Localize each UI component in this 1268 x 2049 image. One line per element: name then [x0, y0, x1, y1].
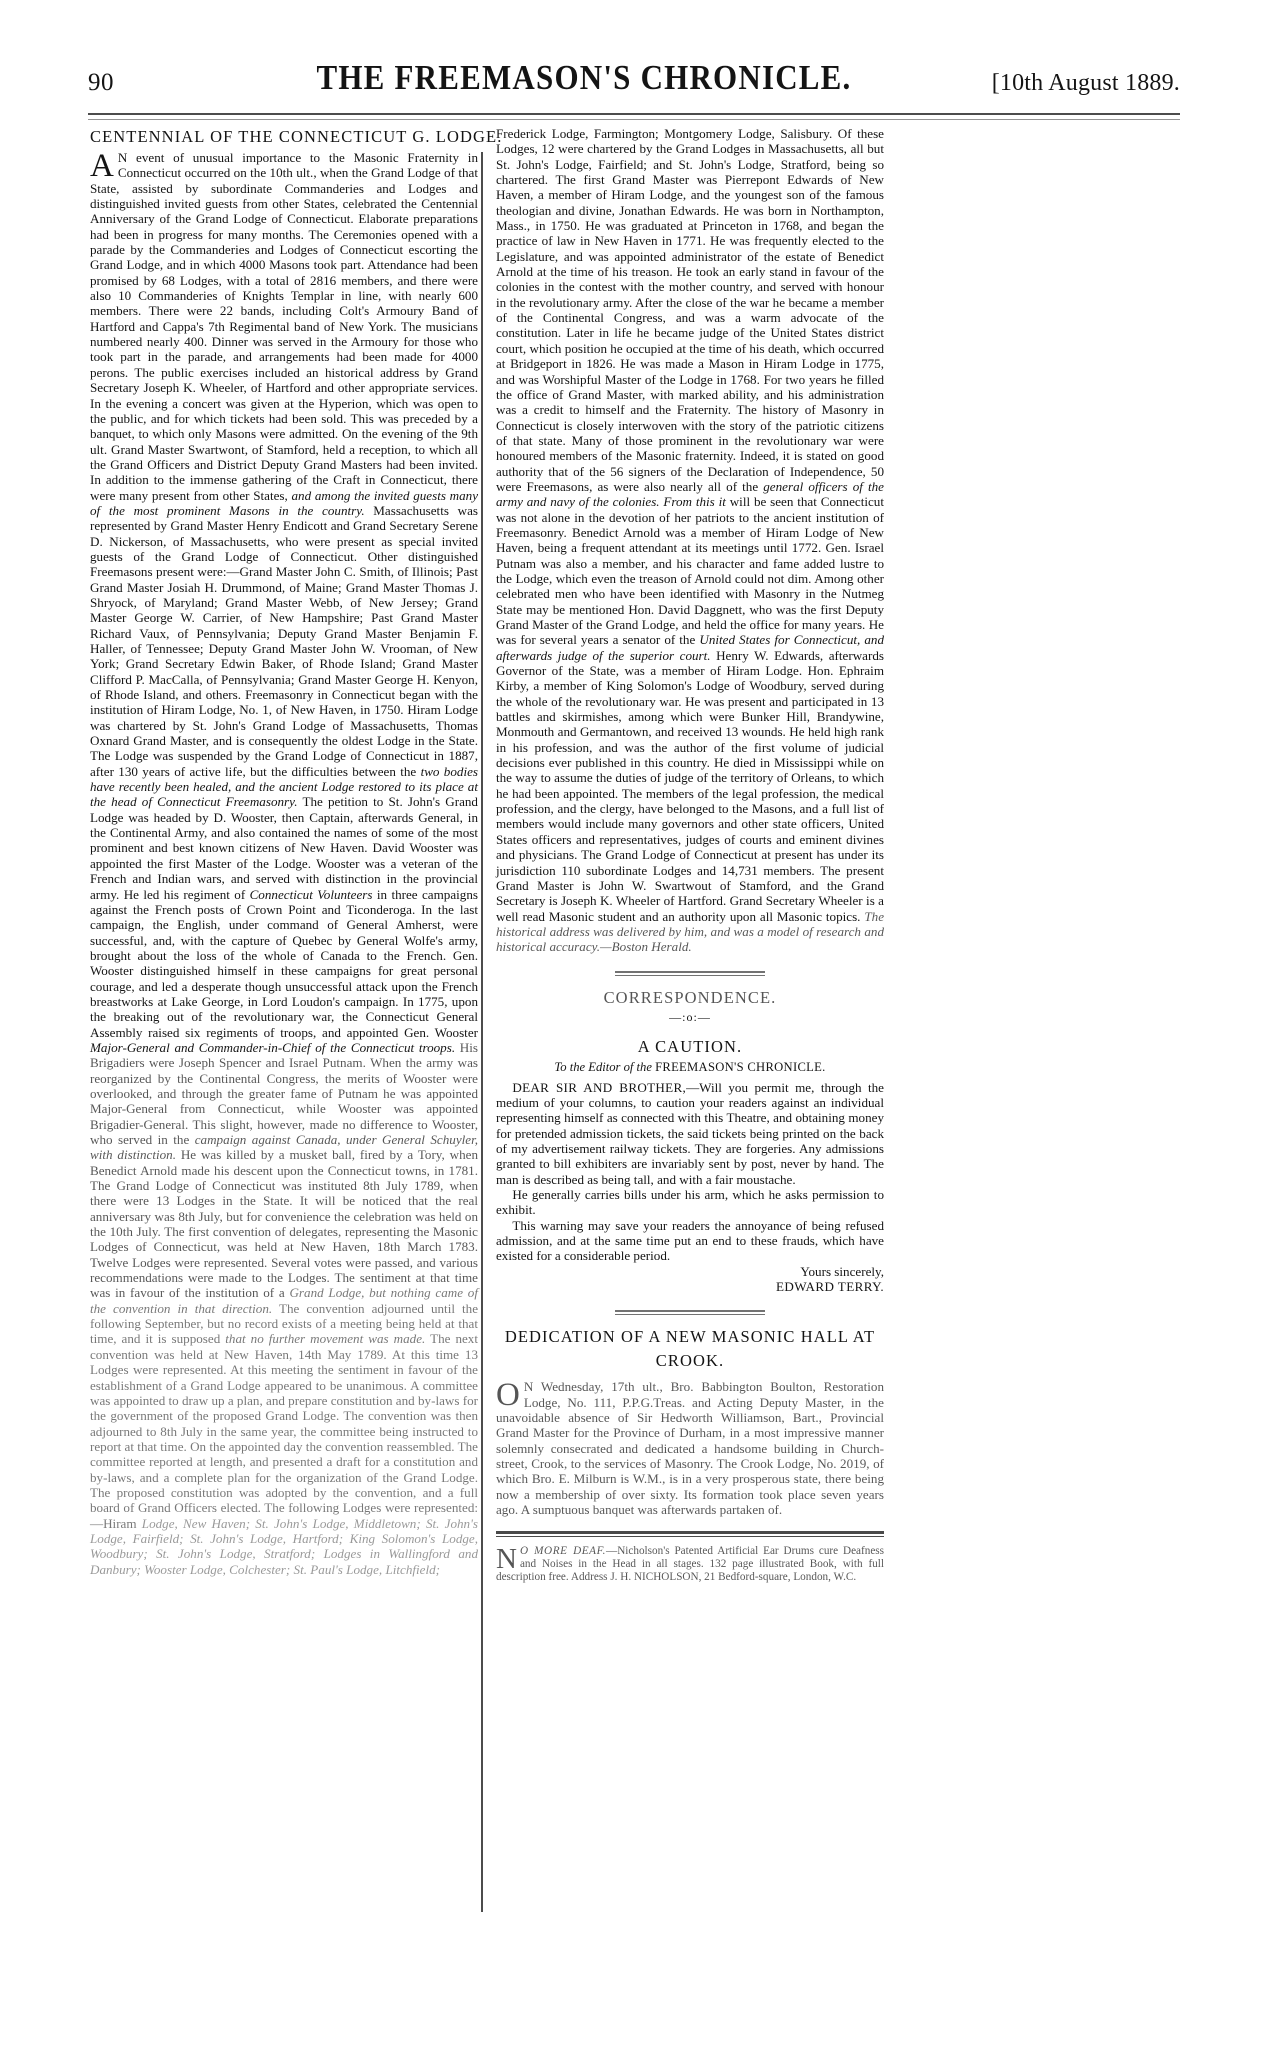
centennial-italic-6: Grand Lodge, but nothing came of the convention in that direction.	[90, 1285, 478, 1316]
advertisement-separator-rule	[496, 1531, 884, 1537]
correspondence-heading: CORRESPONDENCE.	[603, 987, 777, 1007]
centennial-text-3: The petition to St. John's Grand Lodge was headed by D. Wooster, then Captain, afterwards General, in the Continental Army, and also contained the names of some of the most prominent and best known citizens of New Haven. David Wooster was appointed the first Master of the Lodge. Wooster was a veteran of the French and Indian wars, and served with distinction in the provincial army. He led his regiment of	[90, 794, 478, 902]
centennial-text-8: The next convention was held at New Haven, 14th May 1789. At this time 13 Lodges were represented. At this meeting the sentiment in favour of the establishment of a Grand Lodge appeared to be unanimous. A committee was appointed to draw up a plan, and prepare constitution and by-laws for the government of the proposed Grand Lodge. The convention was then adjourned to 8th July in the same year, the committee being instructed to report at that time. On the appointed day the convention reassembled. The committee reported at length, and presented a draft for a constitution and by-laws, and a complete plan for the organization of the Grand Lodge. The proposed constitution was adopted by the convention, and a full board of Grand Officers elected. The following Lodges were represented:—Hiram	[90, 1331, 478, 1531]
dropcap-o: O	[496, 1377, 520, 1414]
dedication-body	[496, 1379, 884, 1517]
continued-text-3: Henry W. Edwards, afterwards Governor of the State, was a member of Hiram Lodge. Hon. Ephraim Kirby, a member of King Solomon's Lodge of Woodbury, served during the whole of the revolutionary war. He was present and participated in 13 battles and skirmishes, among which were Bunker Hill, Brandywine, Monmouth and Germantown, and received 13 wounds. He held high rank in his profession, and was the author of the first volume of judicial decisions ever published in this country. He died in Mississippi while on the way to assume the duties of judge of the territory of Orleans, to which he had been appointed. The members of the legal profession, the medical profession, and the clergy, have belonged to the Masons, and a full list of members would include many governors and other state officers, United States officers and representatives, judges of courts and eminent divines and physicians. The Grand Lodge of Connecticut at present has under its jurisdiction 110 subordinate Lodges and 14,731 members. The present Grand Master is John W. Swartwout of Stamford, and the Grand Secretary is Joseph K. Wheeler of Hartford. Grand Secretary Wheeler is a well read Masonic student and an authority upon all Masonic topics.	[496, 647, 884, 924]
letter-title-a-caution: A CAUTION.	[637, 1036, 743, 1056]
letter-paragraph-2: He generally carries bills under his arm, which he asks permission to exhibit.	[496, 1186, 884, 1218]
centennial-text-2: Massachusetts was represented by Grand Master Henry Endicott and Grand Secretary Serene D. Nickerson, of Massachusetts, who were present as special invited guests of the Grand Lodge of Connecticut. Other distinguished Freemasons present were:—Grand Master John C. Smith, of Illinois; Past Grand Master Josiah H. Drummond, of Maine; Grand Master Thomas J. Shryock, of Maryland; Grand Master Webb, of New Jersey; Grand Master George W. Carrier, of New Hampshire; Past Grand Master Richard Vaux, of Pennsylvania; Deputy Grand Master Benjamin F. Haller, of Tennessee; Deputy Grand Master John W. Vrooman, of New York; Grand Secretary Edwin Baker, of Rhode Island; Grand Master Clifford P. MacCalla, of Pennsylvania; Grand Master George H. Kenyon, of Rhode Island, and others. Freemasonry in Connecticut began with the institution of Hiram Lodge, No. 1, of New Haven, in 1750. Hiram Lodge was chartered by St. John's Grand Lodge of Massachusetts, Thomas Oxnard Grand Master, and is consequently the oldest Lodge in the State. The Lodge was suspended by the Grand Lodge of Connecticut in 1887, after 130 years of active life, but the difficulties between the	[90, 502, 478, 779]
continued-italic-1: general officers of the army and navy of the colonies. From this it	[496, 478, 884, 510]
centennial-continued-body	[496, 126, 884, 955]
page-folio-number: 90	[88, 69, 114, 96]
dedication-section-rule	[615, 1310, 765, 1315]
centennial-lodge-list-italic: Lodge, New Haven; St. John's Lodge, Middletown; St. John's Lodge, Fairfield; St. John's Lodge, Hartford; King Solomon's Lodge, Woodbury; St. John's Lodge, Stratford; Lodges in Wallingford and Danbury; Wooster Lodge, Colchester; St. Paul's Lodge, Litchfield;	[90, 1515, 478, 1577]
letter-salutation: DEAR SIR AND BROTHER,	[512, 1079, 687, 1095]
centennial-italic-7: that no further movement was made.	[225, 1331, 426, 1347]
article-heading-centennial: CENTENNIAL OF THE CONNECTICUT G. LODGE.	[90, 127, 503, 146]
advertisement-title: O MORE DEAF.	[519, 1545, 607, 1558]
centennial-text-6: He was killed by a musket ball, fired by a Tory, when Benedict Arnold made his descent upon the Connecticut towns, in 1781. The Grand Lodge of Connecticut was instituted 8th July 1789, when there were 13 Lodges in the State. It will be noticed that the real anniversary was 8th July, but for convenience the celebration was held on the 10th July. The first convention of delegates, representing the Masonic Lodges of Connecticut, was held at New Haven, 18th March 1783. Twelve Lodges were represented. Several votes were passed, and various recommendations were made to the Lodges. The sentiment at that time was in favour of the institution of a	[90, 1147, 478, 1301]
letter-body-1: —Will you permit me, through the medium of your columns, to caution your readers against an individual representing himself as connected with this Theatre, and obtaining money for pretended admission tickets, the said tickets being printed on the back of my advertisement railway tickets. They are forgeries. Any admissions granted to bill exhibiters are invariably sent by post, never by hand. The man is described as being tall, and with a fair moustache.	[496, 1079, 884, 1187]
masthead-rule	[88, 113, 1180, 115]
centennial-opening-text: N event of unusual importance to the Masonic Fraternity in Connecticut occurred on the 10th ult., when the Grand Lodge of that State, assisted by subordinate Commanderies and Lodges and distinguished invited guests from other States, celebrated the Centennial Anniversary of the Grand Lodge of Connecticut. Elaborate preparations had been in progress for many months. The Ceremonies opened with a parade by the Commanderies and Lodges of Connecticut escorting the Grand Lodge, and in which 4000 Masons took part. Attendance had been promised by 68 Lodges, with a total of 2816 members, and there were also 10 Commanderies of Knights Templar in line, with nearly 600 members. There were 22 bands, including Colt's Armoury Band of Hartford and Cappa's 7th Regimental band of New York. The musicians numbered nearly 400. Dinner was served in the Armoury for those who took part in the parade, and arrangements had been made for 4000 perons. The public exercises included an historical address by Grand Secretary Joseph K. Wheeler, of Hartford and other appropriate services. In the evening a concert was given at the Hyperion, which was open to the public, and for which tickets had been sold. This was preceded by a banquet, to which only Masons were admitted. On the evening of the 9th ult. Grand Master Swartwont, of Stamford, held a reception, to which all the Grand Officers and District Deputy Grand Masters had been invited. In addition to the immense gathering of the Craft in Connecticut, there were many present from other States,	[90, 150, 478, 503]
centennial-text-5: His Brigadiers were Joseph Spencer and Israel Putnam. When the army was reorganized by the Continental Congress, the merits of Wooster were overlooked, and through the greater fame of Putnam he was appointed Major-General from Connecticut, while Wooster was appointed Brigadier-General. This slight, however, made no difference to Wooster, who served in the	[90, 1039, 478, 1147]
letter-signoff: Yours sincerely,	[800, 1263, 884, 1279]
column-divider-rule	[481, 152, 483, 1912]
advertisement-body: —Nicholson's Patented Artificial Ear Drums cure Deafness and Noises in the Head in all stages. 132 page illustrated Book, with full description free. Address J. H. NICHOLSON, 21 Bedford-square, London, W.C.	[496, 1545, 885, 1584]
advertisement-no-more-deaf	[496, 1545, 884, 1584]
centennial-italic-5: campaign against Canada, under General Schuyler, with distinction.	[90, 1132, 478, 1163]
masthead-rule-secondary	[88, 119, 1180, 120]
centennial-article-body	[90, 150, 478, 1577]
centennial-italic-1: and among the invited guests many of the most prominent Masons in the country.	[90, 487, 479, 518]
correspondence-ornament: —:o:—	[669, 1009, 711, 1024]
letter-addressee-italic: To the Editor of the	[554, 1059, 656, 1074]
letter-paragraph-1	[496, 1080, 884, 1187]
continued-italic-3-source-credit: The historical address was delivered by him, and was a model of research and historical accuracy.—Boston Herald.	[496, 908, 884, 955]
letter-signature: EDWARD TERRY.	[775, 1279, 884, 1295]
dedication-body-text: N Wednesday, 17th ult., Bro. Babbington Boulton, Restoration Lodge, No. 111, P.P.G.Treas. and Acting Deputy Master, in the unavoidable absence of Sir Hedworth Williamson, Bart., Provincial Grand Master for the Province of Durham, in a most impressive manner solemnly consecrated and dedicated a handsome building in Church-street, Crook, to the services of Masonry. The Crook Lodge, No. 2019, of which Bro. E. Milburn is W.M., is in a very prosperous state, there being now a membership of over sixty. Its formation took place seven years ago. A sumptuous banquet was afterwards partaken of.	[496, 1379, 884, 1518]
left-column	[90, 126, 503, 1577]
dedication-heading-line-2: CROOK.	[655, 1351, 725, 1371]
continued-text-2: will be seen that Connecticut was not alone in the devotion of her patriots to the ancient institution of Freemasonry. Benedict Arnold was a member of Hiram Lodge of New Haven, being a frequent attendant at its meetings until 1772. Gen. Israel Putnam was also a member, and his character and fame added lustre to the Lodge, which even the treason of Arnold could not dim. Among other celebrated men who have been identified with Masonry in the Nutmeg State may be mentioned Hon. David Daggnett, who was the first Deputy Grand Master of the Grand Lodge, and held the office for many years. He was for several years a senator of the	[496, 494, 884, 648]
centennial-italic-4: Major-General and Commander-in-Chief of the Connecticut troops.	[90, 1039, 456, 1055]
correspondence-section-rule	[615, 971, 765, 976]
centennial-text-7: The convention adjourned until the following September, but no record exists of a meeting being held at that time, and it is supposed	[90, 1300, 478, 1347]
centennial-italic-2: two bodies have recently been healed, and the ancient Lodge restored to its place at the head of Connecticut Freemasonry.	[90, 763, 478, 810]
issue-date: [10th August 1889.	[991, 70, 1180, 96]
continued-italic-2: United States for Connecticut, and afterwards judge of the superior court.	[496, 632, 884, 663]
letter-addressee	[496, 1060, 884, 1075]
dedication-heading-line-1: DEDICATION OF A NEW MASONIC HALL AT	[504, 1327, 876, 1347]
dropcap-a: A	[90, 148, 114, 184]
centennial-italic-3: Connecticut Volunteers	[249, 886, 373, 902]
masthead	[88, 57, 1180, 104]
continued-text-1: Frederick Lodge, Farmington; Montgomery Lodge, Salisbury. Of these Lodges, 12 were chartered by the Grand Lodges in Massachusetts, all but St. John's Lodge, Fairfield; and St. John's Lodge, Stratford, being so chartered. The first Grand Master was Pierrepont Edwards of New Haven, a member of Hiram Lodge, and the youngest son of the famous theologian and divine, Jonathan Edwards. He was born in Northampton, Mass., in 1750. He was graduated at Princeton in 1768, and began the practice of law in New Haven in 1771. He was frequently elected to the Legislature, and was appointed administrator of the estate of Benedict Arnold at the time of his treason. He took an early stand in favour of the colonies in the contest with the mother country, and served with honour in the revolutionary army. After the close of the war he became a member of the Continental Congress, and was a warm advocate of the constitution. Later in life he became judge of the United States district court, which position he occupied at the time of his death, which occurred at Bridgeport in 1826. He was made a Mason in Hiram Lodge in 1775, and was Worshipful Master of the Lodge in 1768. For two years he filled the office of Grand Master, with marked ability, and his administration was a credit to himself and the Fraternity. The history of Masonry in Connecticut is closely interwoven with the story of the patriotic citizens of that state. Many of those prominent in the revolutionary war were honoured members of the Masonic fraternity. Indeed, it is stated on good authority that of the 56 signers of the Declaration of Independence, 50 were Freemasons, as were also nearly all of the	[496, 126, 884, 494]
publication-title: THE FREEMASON'S CHRONICLE.	[316, 57, 852, 97]
letter-paragraph-3: This warning may save your readers the annoyance of being refused admission, and at the same time put an end to these frauds, which have existed for a considerable period.	[496, 1217, 884, 1264]
centennial-text-4: in three campaigns against the French posts of Crown Point and Ticonderoga. In the last campaign, the English, under command of General Amherst, were successful, and, with the capture of Quebec by General Wolfe's army, brought about the loss of the whole of Canada to the French. Gen. Wooster distinguished himself in these campaigns for great personal courage, and led a desperate though unsuccessful attack upon the French breastworks at Lake George, in Lord Loudon's campaign. In 1775, upon the breaking out of the revolutionary war, the Connecticut General Assembly raised six regiments of troops, and appointed Gen. Wooster	[90, 886, 478, 1040]
letter-addressee-publication: FREEMASON'S CHRONICLE.	[655, 1059, 826, 1074]
dropcap-n: N	[496, 1543, 517, 1576]
right-column	[496, 126, 884, 1584]
